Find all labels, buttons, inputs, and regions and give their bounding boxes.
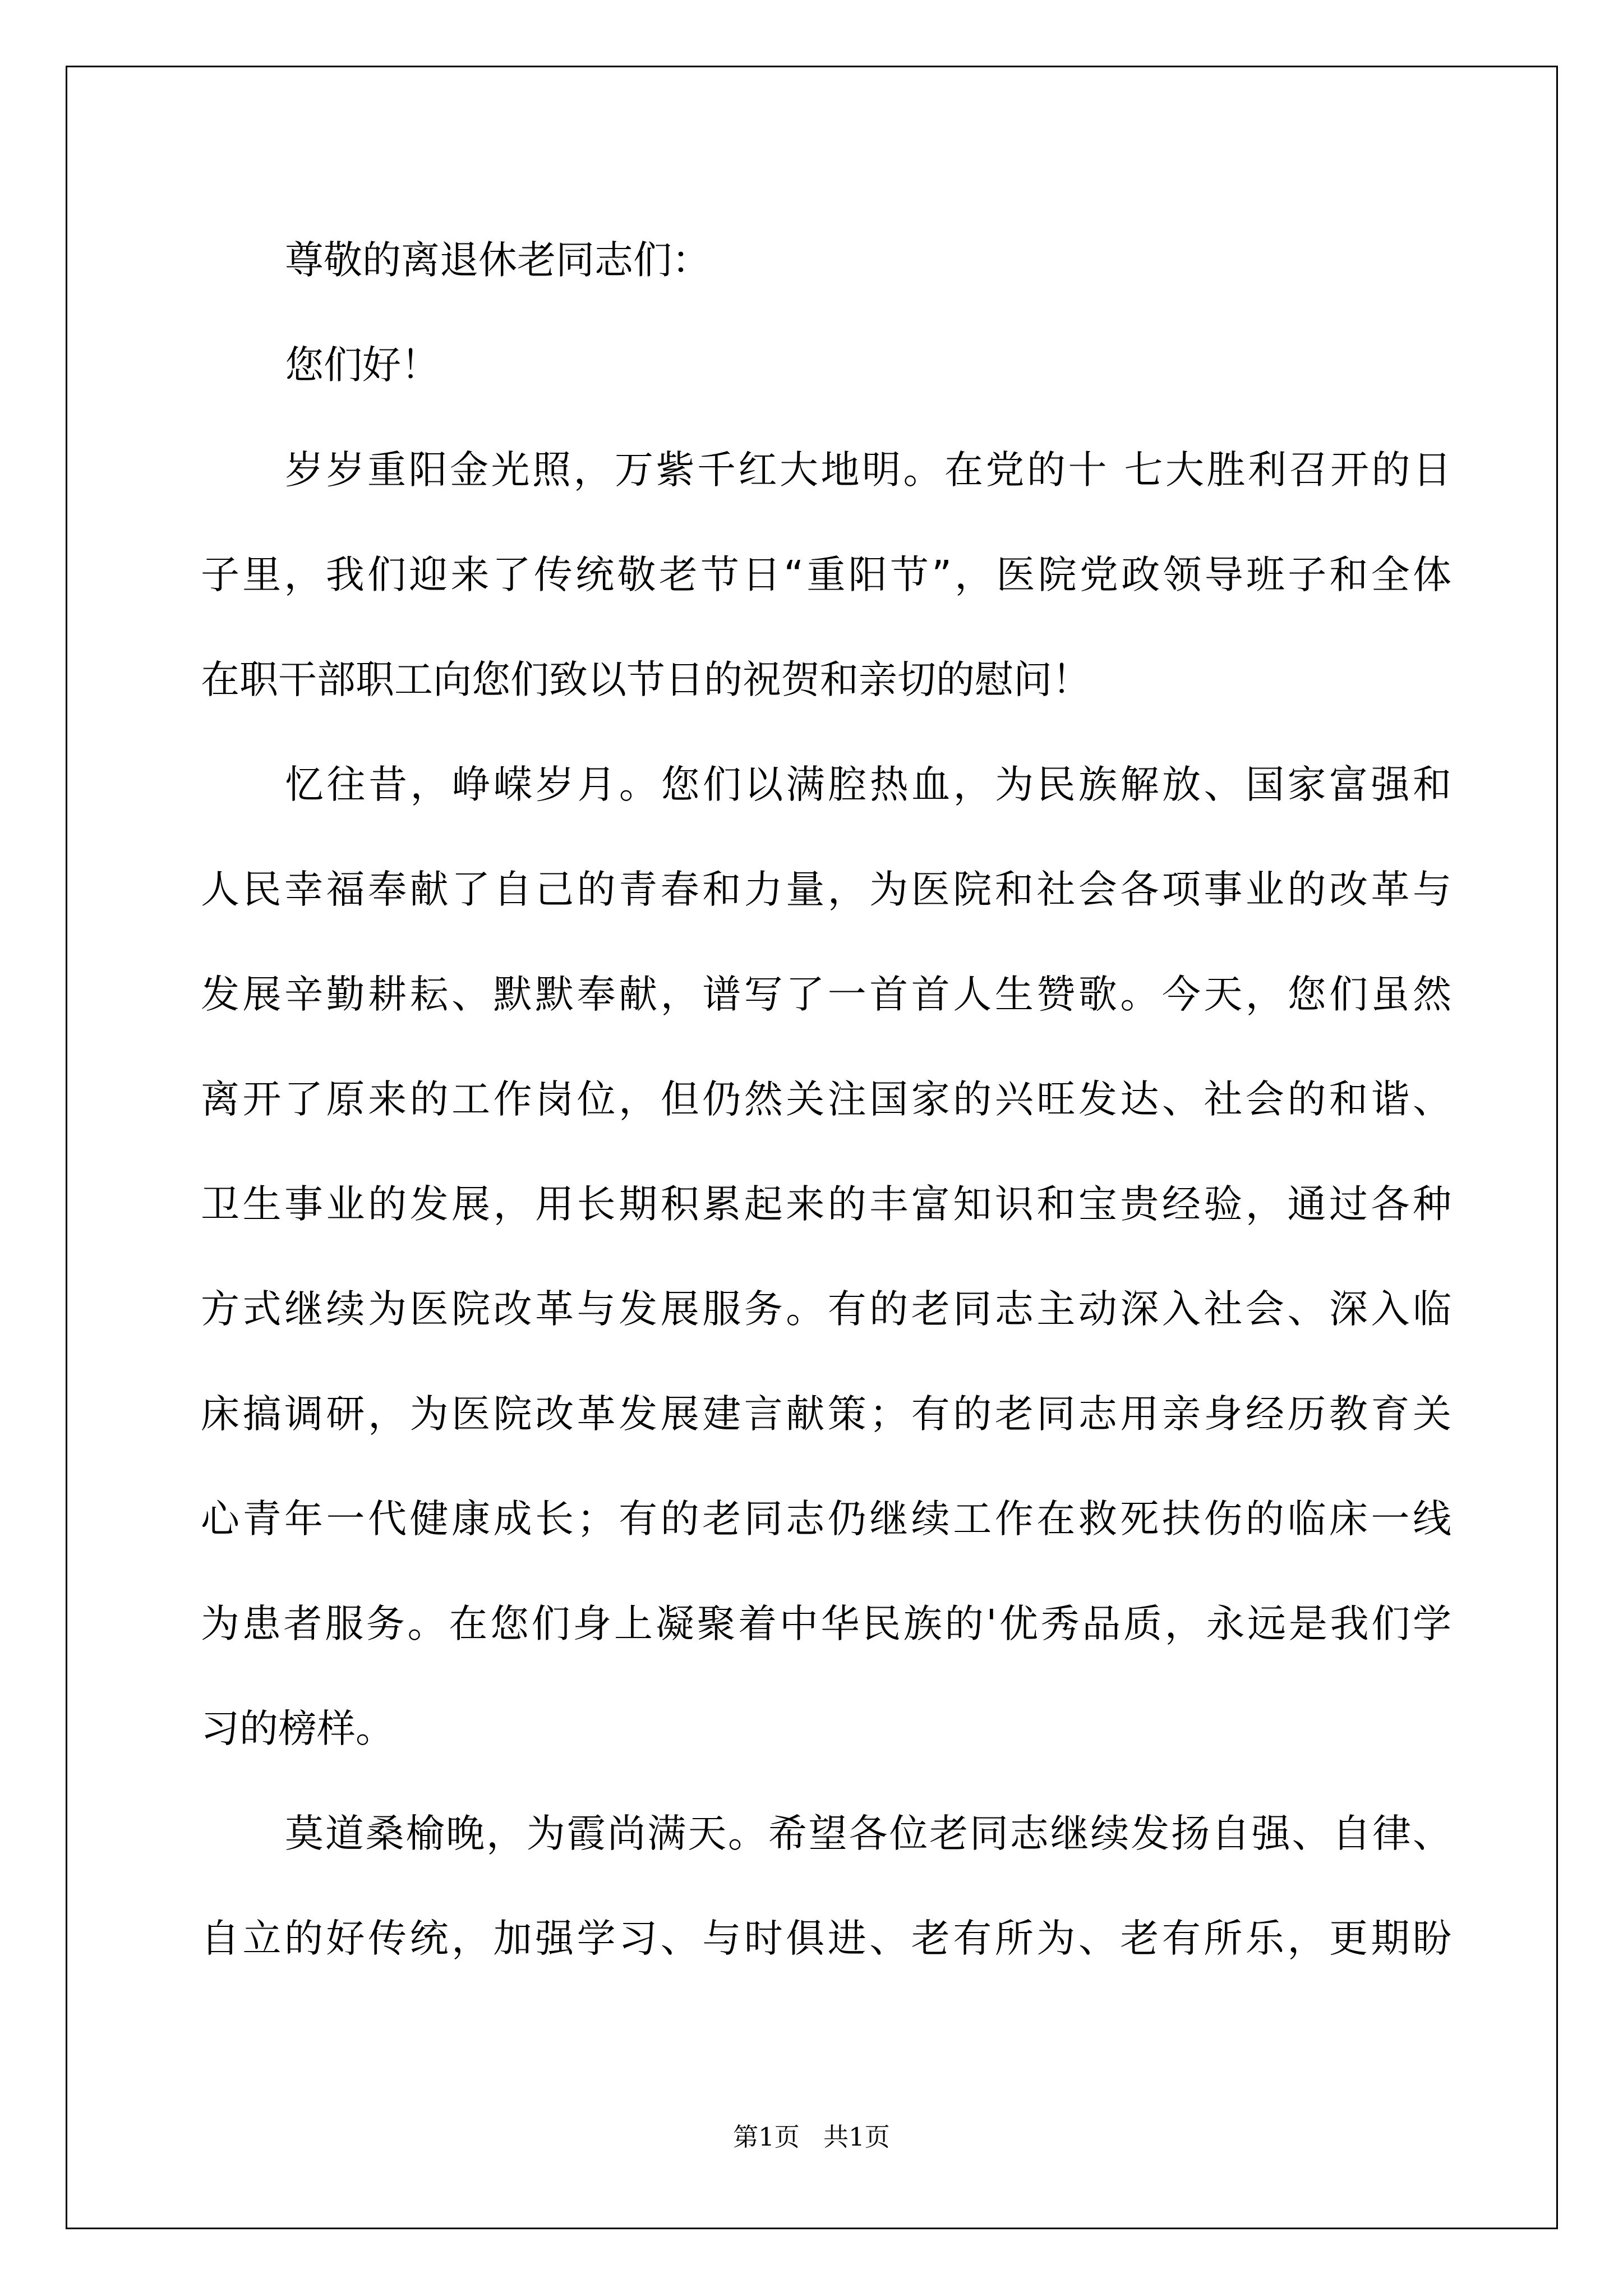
paragraph-line: 心青年一代健康成长；有的老同志仍继续工作在救死扶伤的临床一线 [201,1497,1451,1542]
page-number: 第1页 [733,2122,800,2152]
greeting: 您们好！ [285,343,440,388]
paragraph-line: 岁岁重阳金光照，万紫千红大地明。在党的十 七大胜利召开的日 [285,448,1451,493]
paragraph-line: 子里，我们迎来了传统敬老节日“重阳节”，医院党政领导班子和全体 [201,553,1451,597]
paragraph-line: 发展辛勤耕耘、默默奉献，谱写了一首首人生赞歌。今天，您们虽然 [201,972,1451,1017]
paragraph-line: 方式继续为医院改革与发展服务。有的老同志主动深入社会、深入临 [201,1287,1451,1332]
paragraph-line: 床搞调研，为医院改革发展建言献策；有的老同志用亲身经历教育关 [201,1392,1451,1437]
paragraph-line: 人民幸福奉献了自己的青春和力量，为医院和社会各项事业的改革与 [201,867,1451,912]
paragraph-line: 莫道桑榆晚，为霞尚满天。希望各位老同志继续发扬自强、自律、 [285,1811,1451,1856]
page-total: 共1页 [823,2122,890,2152]
paragraph-line: 在职干部职工向您们致以节日的祝贺和亲切的慰问！ [201,657,1091,702]
paragraph-line: 为患者服务。在您们身上凝聚着中华民族的'优秀品质，永远是我们学 [201,1602,1451,1646]
paragraph-line: 忆往昔，峥嵘岁月。您们以满腔热血，为民族解放、国家富强和 [285,762,1451,807]
paragraph-line: 自立的好传统，加强学习、与时俱进、老有所为、老有所乐，更期盼 [201,1916,1451,1961]
salutation: 尊敬的离退休老同志们： [285,238,711,283]
paragraph-line: 卫生事业的发展，用长期积累起来的丰富知识和宝贵经验，通过各种 [201,1182,1451,1227]
paragraph-line: 习的榜样。 [201,1706,394,1751]
paragraph-line: 离开了原来的工作岗位，但仍然关注国家的兴旺发达、社会的和谐、 [201,1077,1451,1122]
page-footer [0,2120,1623,2154]
